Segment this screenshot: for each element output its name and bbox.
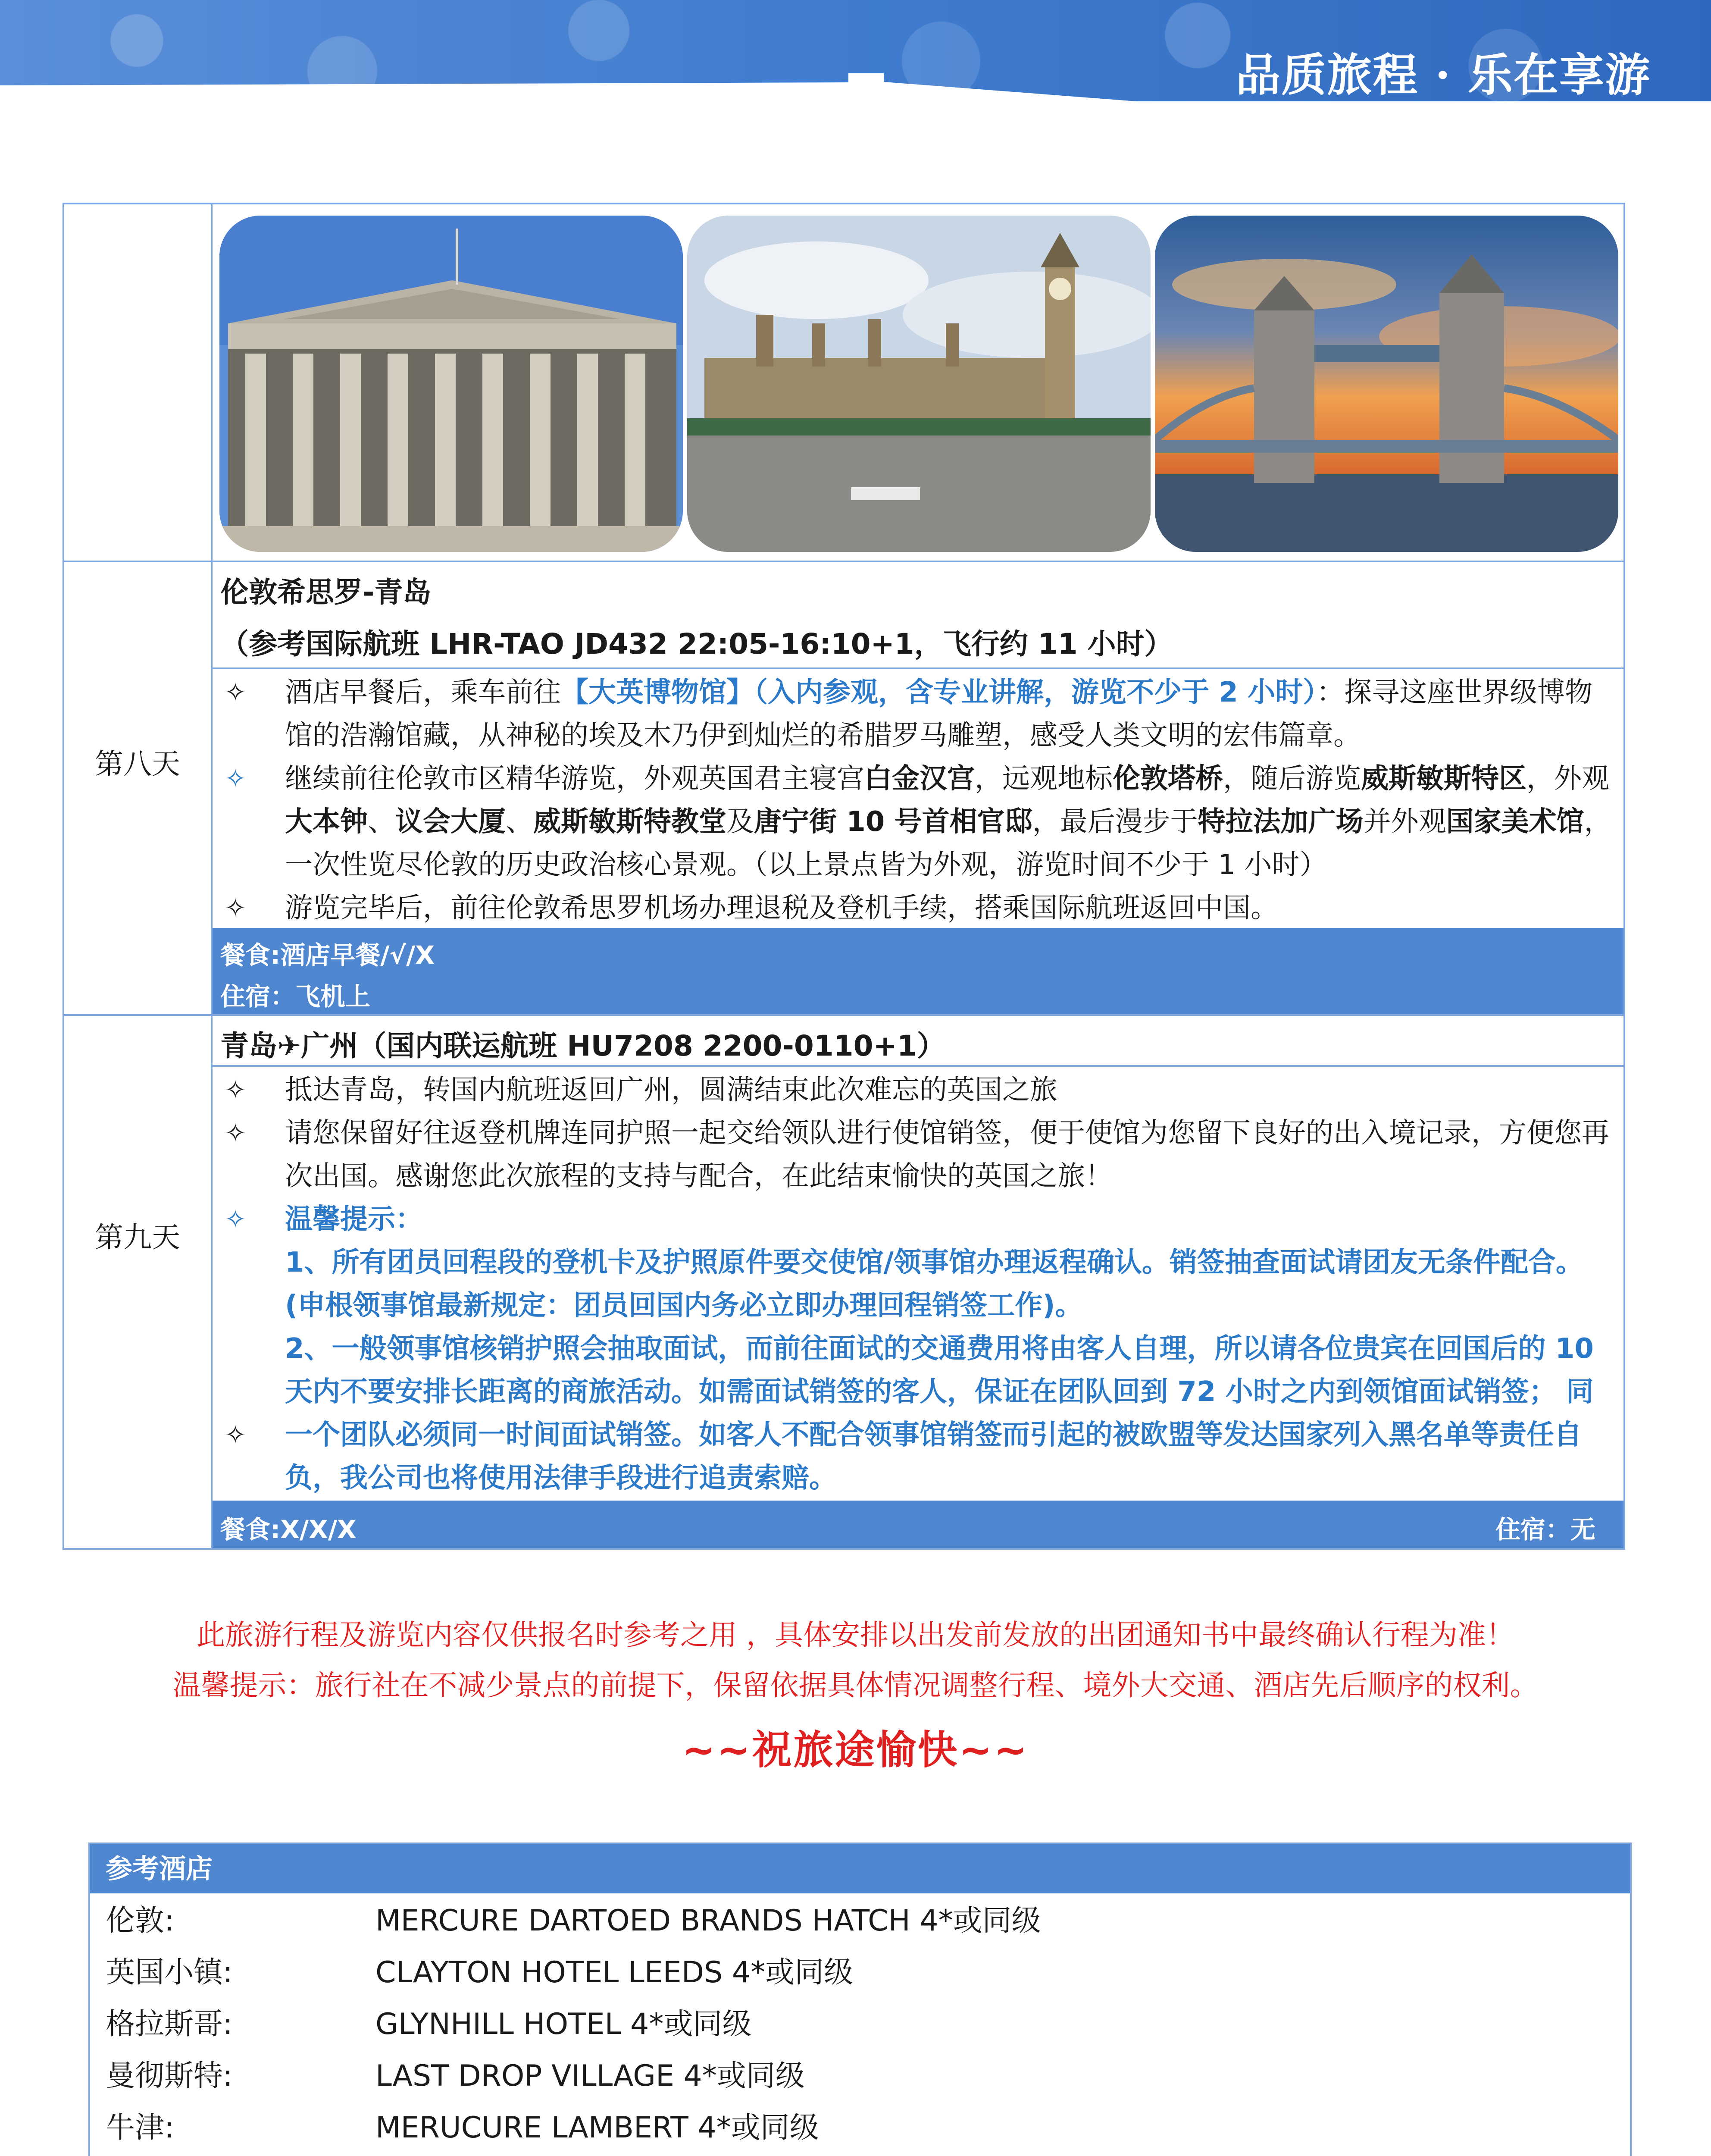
photo-strip: [219, 216, 1618, 552]
sparkle-bullet-icon: ✧: [224, 893, 247, 923]
sparkle-bullet-icon: ✧: [224, 1420, 247, 1450]
header-slogan: 品质旅程 · 乐在享游: [1236, 48, 1651, 101]
day-label: 第八天: [95, 747, 180, 780]
meal-info: 餐食:酒店早餐/√/X: [220, 940, 435, 970]
sparkle-bullet-icon: ✧: [224, 764, 247, 794]
day-title: 伦敦希思罗-青岛: [220, 576, 432, 609]
header-banner: [0, 0, 1711, 101]
day8-meal-bar: [213, 928, 1623, 1014]
hotel-row: 曼彻斯特: LAST DROP VILLAGE 4*或同级: [106, 2059, 805, 2093]
meal-info: 餐食:X/X/X: [220, 1515, 357, 1544]
hotel-row: 牛津: MERUCURE LAMBERT 4*或同级: [106, 2111, 819, 2145]
sparkle-bullet-icon: ✧: [224, 1075, 247, 1105]
sparkle-bullet-icon: ✧: [224, 1204, 247, 1235]
list-item: ✧ 抵达青岛，转国内航班返回广州，圆满结束此次难忘的英国之旅: [220, 1069, 1617, 1112]
hotel-fee-box: [88, 1843, 1632, 2156]
itinerary-table: [63, 203, 1625, 1550]
tip-one: 1、所有团员回程段的登机卡及护照原件要交使馆/领事馆办理返程确认。销签抽查面试请团友无条件配合。(申根领事馆最新规定：团员回国内务必立即办理回程销签工作)。: [285, 1247, 1583, 1322]
list-item: ✧ 酒店早餐后，乘车前往【大英博物馆】（入内参观，含专业讲解，游览不少于 2 小时）：探寻这座世界级博物馆的浩瀚馆藏，从神秘的埃及木乃伊到灿烂的希腊罗马雕塑，感受人类文明的宏伟篇章。: [220, 671, 1617, 757]
list-item: ✧ 温馨提示： 1、所有团员回程段的登机卡及护照原件要交使馆/领事馆办理返程确认。销签抽查面试请团友无条件配合。(申根领事馆最新规定：团员回国内务必立即办理回程销签工作)。 ✧ 2、一般领事馆核销护照会抽取面试，而前往面试的交通费用将由客人自理，所以请各位贵宾在回国后的 10 天内不要安排长距离的商旅活动。如需面试销签的客人，保证在团队回到 72 小时之内到领馆面试销签； 同一个团队必须同一时间面试销签。如客人不配合领事馆销签而引起的被欧盟等发达国家列入黑名单等责任自负，我公司也将使用法律手段进行追责索赔。: [220, 1198, 1617, 1500]
stay-info: 住宿：飞机上: [220, 982, 371, 1011]
list-item: ✧ 游览完毕后，前往伦敦希思罗机场办理退税及登机手续，搭乘国际航班返回中国。: [220, 887, 1617, 930]
disclaimer-note: 此旅游行程及游览内容仅供报名时参考之用 ，具体安排以出发前发放的出团通知书中最终确认行程为准！: [197, 1618, 1514, 1651]
flight-info: （参考国际航班 LHR-TAO JD432 22:05-16:10+1，飞行约 11 小时）: [220, 627, 1173, 661]
big-ben-photo: [687, 216, 1151, 552]
sparkle-bullet-icon: ✧: [224, 1118, 247, 1148]
list-item: ✧ 继续前往伦敦市区精华游览，外观英国君主寝宫白金汉宫，远观地标伦敦塔桥，随后游览威斯敏斯特区，外观大本钟、议会大厦、威斯敏斯特教堂及唐宁街 10 号首相官邸，最后漫步于特拉法加广场并外观国家美术馆，一次性览尽伦敦的历史政治核心景观。（以上景点皆为外观，游览时间不少于 1 小时）: [220, 757, 1617, 887]
hotel-row: 英国小镇: CLAYTON HOTEL LEEDS 4*或同级: [106, 1955, 854, 1990]
reminder-note: 温馨提示：旅行社在不减少景点的前提下，保留依据具体情况调整行程、境外大交通、酒店先后顺序的权利。: [172, 1669, 1539, 1702]
day-label: 第九天: [95, 1221, 180, 1254]
hotel-row: 伦敦: MERCURE DARTOED BRANDS HATCH 4*或同级: [106, 1904, 1041, 1938]
day8-bullets: [220, 671, 1617, 930]
day9-bullets: [220, 1069, 1617, 1500]
tower-bridge-photo: [1155, 216, 1618, 552]
hotel-row: 格拉斯哥: GLYNHILL HOTEL 4*或同级: [106, 2007, 752, 2041]
list-item: ✧ 请您保留好往返登机牌连同护照一起交给领队进行使馆销签，便于使馆为您留下良好的出入境记录，方便您再次出国。感谢您此次旅程的支持与配合，在此结束愉快的英国之旅！: [220, 1112, 1617, 1198]
day9-meal-bar: [213, 1501, 1623, 1548]
hotel-row: [106, 2154, 1630, 2156]
day-title: 青岛✈广州（国内联运航班 HU7208 2200-0110+1）: [220, 1029, 945, 1062]
tip-two: 2、一般领事馆核销护照会抽取面试，而前往面试的交通费用将由客人自理，所以请各位贵宾在回国后的 10 天内不要安排长距离的商旅活动。如需面试销签的客人，保证在团队回到 72 小时之内到领馆面试销签； 同一个团队必须同一时间面试销签。如客人不配合领事馆销签而引起的被欧盟等发达国家列入黑名单等责任自负，我公司也将使用法律手段进行追责索赔。: [285, 1333, 1594, 1494]
hotels-heading: 参考酒店: [90, 1844, 1630, 1893]
closing-wish: ~~祝旅途愉快~~: [682, 1727, 1029, 1773]
stay-info: 住宿：无: [1495, 1515, 1595, 1544]
sparkle-bullet-icon: ✧: [224, 677, 247, 708]
british-museum-photo: [219, 216, 683, 552]
